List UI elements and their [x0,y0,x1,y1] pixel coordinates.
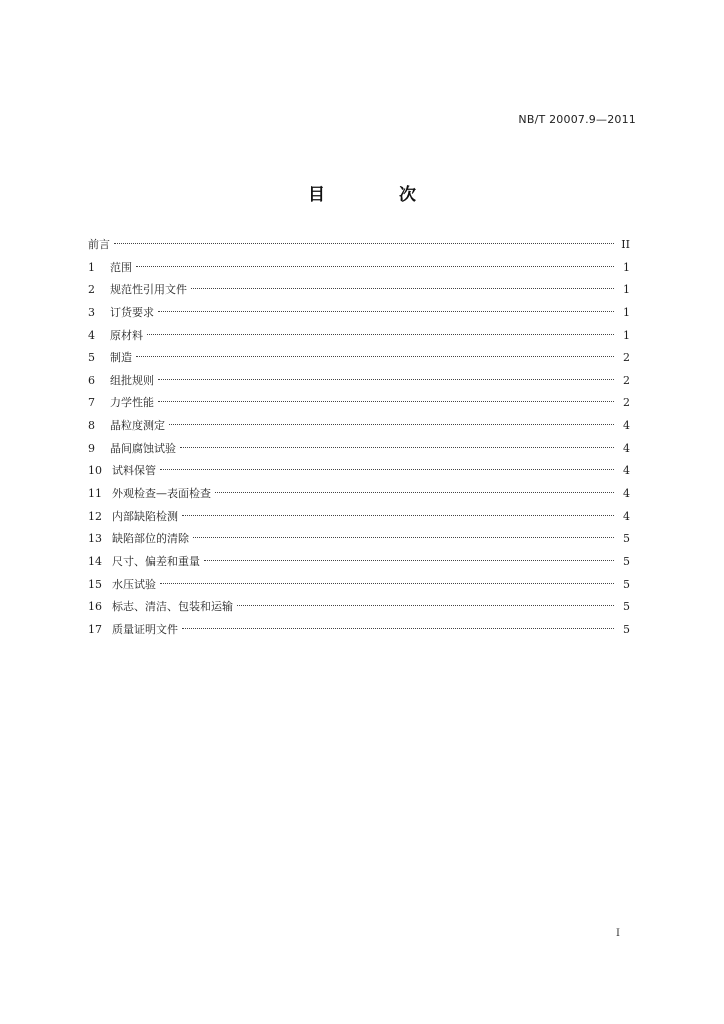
toc-entry-title: 前言 [88,238,110,251]
dot-leader [169,424,614,425]
dot-leader [204,560,614,561]
toc-entry-number: 13 [88,532,102,546]
toc-entry-page: 1 [623,260,630,274]
page-number: I [616,928,620,939]
toc-entry-5[interactable] [88,347,630,370]
toc-entry-page: 4 [623,419,630,433]
toc-entry-7[interactable] [88,392,630,415]
toc-entry-number: 7 [88,396,95,410]
toc-entry-page: 2 [623,351,630,365]
toc-entry-page: 1 [623,328,630,342]
toc-entry-number: 4 [88,328,95,342]
toc-entry-page: 4 [623,464,630,478]
toc-entry-page: 5 [623,532,630,546]
toc-entry-17[interactable] [88,619,630,642]
toc-entry-number: 5 [88,351,95,365]
toc-entry-8[interactable] [88,415,630,438]
toc-entry-page: 1 [623,305,630,319]
toc-entry-number: 14 [88,554,102,568]
toc-entry-number: 10 [88,464,102,478]
toc-entry-title: 范围 [110,260,132,274]
dot-leader [158,401,614,402]
dot-leader [160,469,614,470]
toc-entry-title: 晶粒度测定 [110,419,165,433]
dot-leader [114,243,614,244]
dot-leader [191,288,614,289]
toc-entry-page: II [621,238,630,251]
standard-number: NB/T 20007.9—2011 [518,113,636,126]
toc-entry-title: 组批规则 [110,373,154,387]
dot-leader [182,628,614,629]
dot-leader [193,537,614,538]
toc-entry-title: 规范性引用文件 [110,283,187,297]
toc-entry-number: 8 [88,419,95,433]
toc-entry-number: 6 [88,373,95,387]
toc-entry-number: 11 [88,487,102,501]
toc-entry-number: 16 [88,600,102,614]
toc-entry-title: 水压试验 [112,577,156,591]
toc-entry-number: 9 [88,441,95,455]
toc-entry-title: 晶间腐蚀试验 [110,441,176,455]
dot-leader [215,492,614,493]
toc-entry-number: 12 [88,509,102,523]
dot-leader [160,583,614,584]
toc-entry-12[interactable] [88,506,630,529]
toc-entry-title: 力学性能 [110,396,154,410]
toc-entry-13[interactable] [88,528,630,551]
toc-entry-16[interactable] [88,596,630,619]
dot-leader [158,311,614,312]
dot-leader [158,379,614,380]
toc-entry-1[interactable] [88,257,630,280]
toc-entry-page: 2 [623,373,630,387]
toc-entry-number: 2 [88,283,95,297]
dot-leader [237,605,614,606]
dot-leader [147,334,614,335]
toc-entry-number: 1 [88,260,95,274]
toc-entry-title: 原材料 [110,328,143,342]
toc-entry-page: 4 [623,509,630,523]
dot-leader [182,515,614,516]
toc-title: 目 次 [308,185,450,205]
toc-entry-page: 2 [623,396,630,410]
toc-entry-number: 3 [88,305,95,319]
dot-leader [136,356,614,357]
toc-entry-page: 5 [623,600,630,614]
toc-entry-page: 4 [623,441,630,455]
toc-entry-6[interactable] [88,370,630,393]
toc-entry-11[interactable] [88,483,630,506]
toc-entry-9[interactable] [88,438,630,461]
toc-entry-page: 5 [623,622,630,636]
toc-entry-page: 1 [623,283,630,297]
toc-entry-2[interactable] [88,279,630,302]
toc-entry-title: 内部缺陷检测 [112,509,178,523]
toc-entry-title: 标志、清洁、包装和运输 [112,600,233,614]
toc-entry-14[interactable] [88,551,630,574]
toc-entry-title: 制造 [110,351,132,365]
toc-entry-3[interactable] [88,302,630,325]
toc-entry-page: 4 [623,487,630,501]
toc-entry-foreword[interactable] [88,234,630,257]
toc-entry-title: 外观检查—表面检查 [112,487,211,501]
toc-entry-title: 尺寸、偏差和重量 [112,554,200,568]
toc-entry-page: 5 [623,577,630,591]
toc-entry-page: 5 [623,554,630,568]
table-of-contents [88,234,630,642]
toc-entry-number: 17 [88,622,102,636]
toc-entry-title: 质量证明文件 [112,622,178,636]
toc-entry-title: 缺陷部位的清除 [112,532,189,546]
toc-entry-number: 15 [88,577,102,591]
dot-leader [180,447,614,448]
toc-entry-title: 试料保管 [112,464,156,478]
toc-entry-4[interactable] [88,325,630,348]
toc-entry-title: 订货要求 [110,305,154,319]
toc-entry-10[interactable] [88,460,630,483]
toc-entry-15[interactable] [88,574,630,597]
dot-leader [136,266,614,267]
